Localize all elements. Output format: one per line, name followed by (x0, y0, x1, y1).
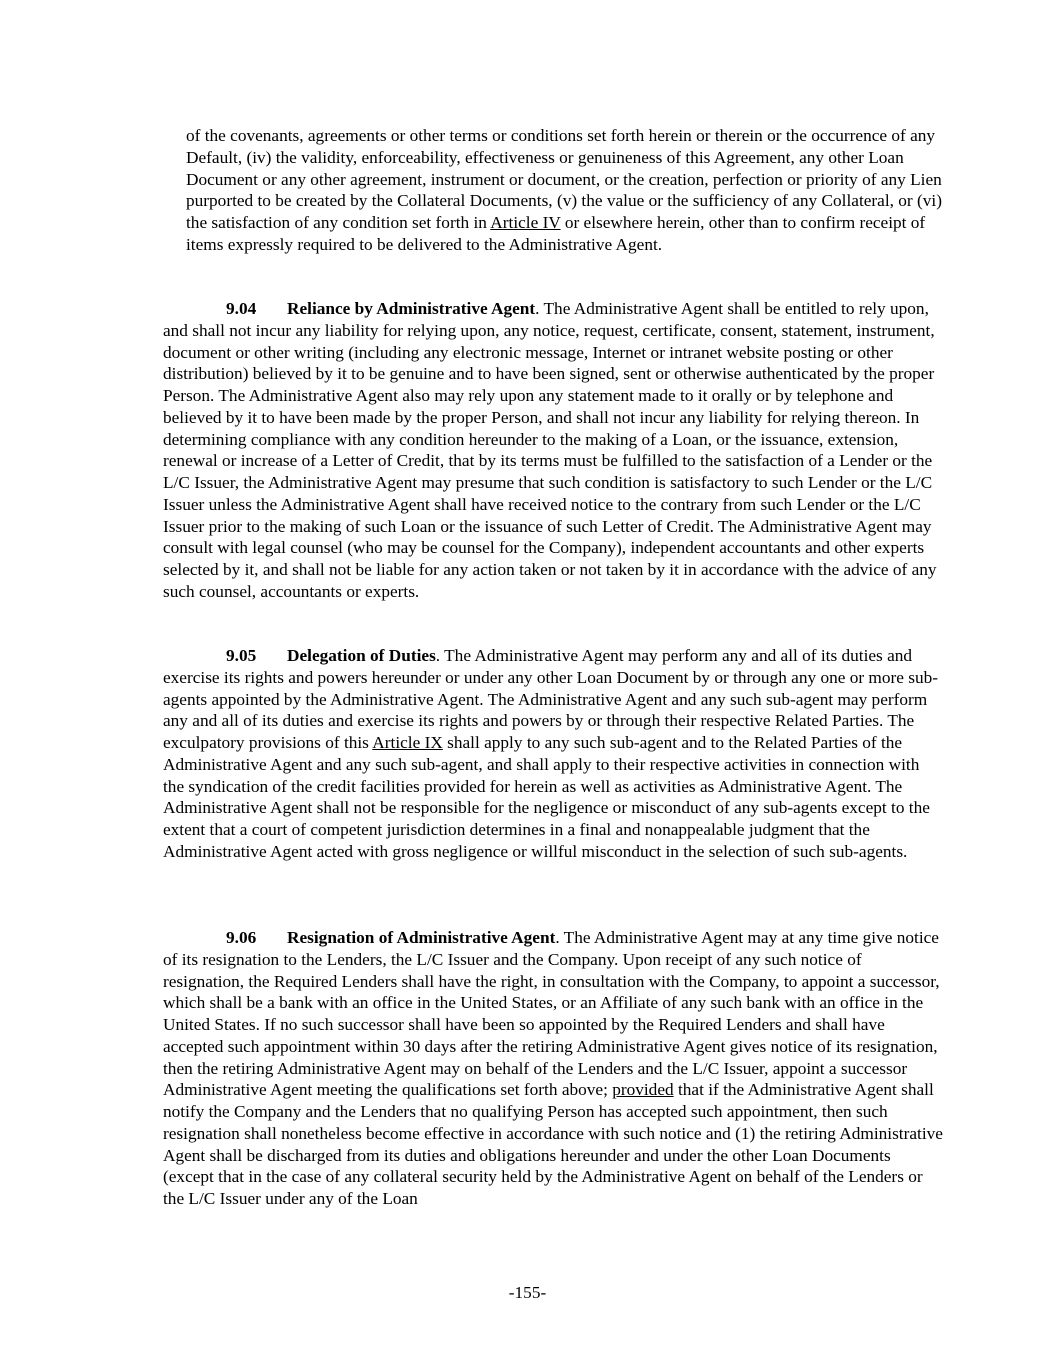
article-iv-reference: Article IV (490, 213, 561, 232)
continuation-text-end: or elsewhere herein, other than to confirm receipt of items expressly required to be delivered to the Administrative Agent. (186, 213, 926, 254)
section-body: . The Administrative Agent shall be entitled to rely upon, and shall not incur any liability for relying upon, any notice, request, certificate, consent, statement, instrument, document or other writing (including any electronic message, Internet or intranet website posting or other distribution) believed by it to be genuine and to have been signed, sent or otherwise authenticated by the proper Person. The Administrative Agent also may rely upon any statement made to it orally or by telephone and believed by it to have been made by the proper Person, and shall not incur any liability for relying thereon. In determining compliance with any condition hereunder to the making of a Loan, or the issuance, extension, renewal or increase of a Letter of Credit, that by its terms must be fulfilled to the satisfaction of a Lender or the L/C Issuer, the Administrative Agent may presume that such condition is satisfactory to such Lender or the L/C Issuer unless the Administrative Agent shall have received notice to the contrary from such Lender or the L/C Issuer prior to the making of such Loan or the issuance of such Letter of Credit. The Administrative Agent may consult with legal counsel (who may be counsel for the Company), independent accountants and other experts selected by it, and shall not be liable for any action taken or not taken by it in accordance with the advice of any such counsel, accountants or experts. (163, 299, 937, 601)
section-title: Resignation of Administrative Agent (287, 928, 556, 947)
section-body: . The Administrative Agent may at any time give notice of its resignation to the Lenders, the L/C Issuer and the Company. Upon receipt of any such notice of resignation, the Required Lenders shall have the right, in consultation with the Company, to appoint a successor, which shall be a bank with an office in the United States, or an Affiliate of any such bank with an office in the United States. If no such successor shall have been so appointed by the Required Lenders and shall have accepted such appointment within 30 days after the retiring Administrative Agent gives notice of its resignation, then the retiring Administrative Agent may on behalf of the Lenders and the L/C Issuer, appoint a successor Administrative Agent meeting the qualifications set forth above; (163, 928, 940, 1100)
section-title: Reliance by Administrative Agent (287, 299, 536, 318)
section-title: Delegation of Duties (287, 646, 436, 665)
section-9-04-paragraph (163, 298, 943, 603)
section-9-06-paragraph (163, 927, 943, 1210)
section-body: . The Administrative Agent may perform any and all of its duties and exercise its rights and powers hereunder or under any other Loan Document by or through any one or more sub-agents appointed by the Administrative Agent. The Administrative Agent and any such sub-agent may perform any and all of its duties and exercise its rights and powers by or through their respective Related Parties. The exculpatory provisions of this (163, 646, 939, 752)
page-number: -155- (508, 1283, 547, 1302)
section-number: 9.05 (226, 646, 257, 665)
section-body-end: shall apply to any such sub-agent and to the Related Parties of the Administrative Agent and any such sub-agent, and shall apply to their respective activities in connection with the syndication of the credit facilities provided for herein as well as activities as Administrative Agent. The Administrative Agent shall not be responsible for the negligence or misconduct of any sub-agents except to the extent that a court of competent jurisdiction determines in a final and nonappealable judgment that the Administrative Agent acted with gross negligence or willful misconduct in the selection of such sub-agents. (163, 733, 930, 861)
section-body-end: that if the Administrative Agent shall notify the Company and the Lenders that no qualifying Person has accepted such appointment, then such resignation shall nonetheless become effective in accordance with such notice and (1) the retiring Administrative Agent shall be discharged from its duties and obligations hereunder and under the other Loan Documents (except that in the case of any collateral security held by the Administrative Agent on behalf of the Lenders or the L/C Issuer under any of the Loan (163, 1080, 943, 1208)
continuation-text: of the covenants, agreements or other terms or conditions set forth herein or therein or the occurrence of any Default, (iv) the validity, enforceability, effectiveness or genuineness of this Agreement, any other Loan Document or any other agreement, instrument or document, or the creation, perfection or priority of any Lien purported to be created by the Collateral Documents, (v) the value or the sufficiency of any Collateral, or (vi) the satisfaction of any condition set forth in (186, 126, 942, 232)
section-number: 9.06 (226, 928, 257, 947)
section-9-05-paragraph (163, 645, 943, 863)
section-number: 9.04 (226, 299, 257, 318)
continuation-paragraph (186, 125, 946, 256)
article-ix-reference: Article IX (372, 733, 443, 752)
provided-term: provided (612, 1080, 674, 1100)
